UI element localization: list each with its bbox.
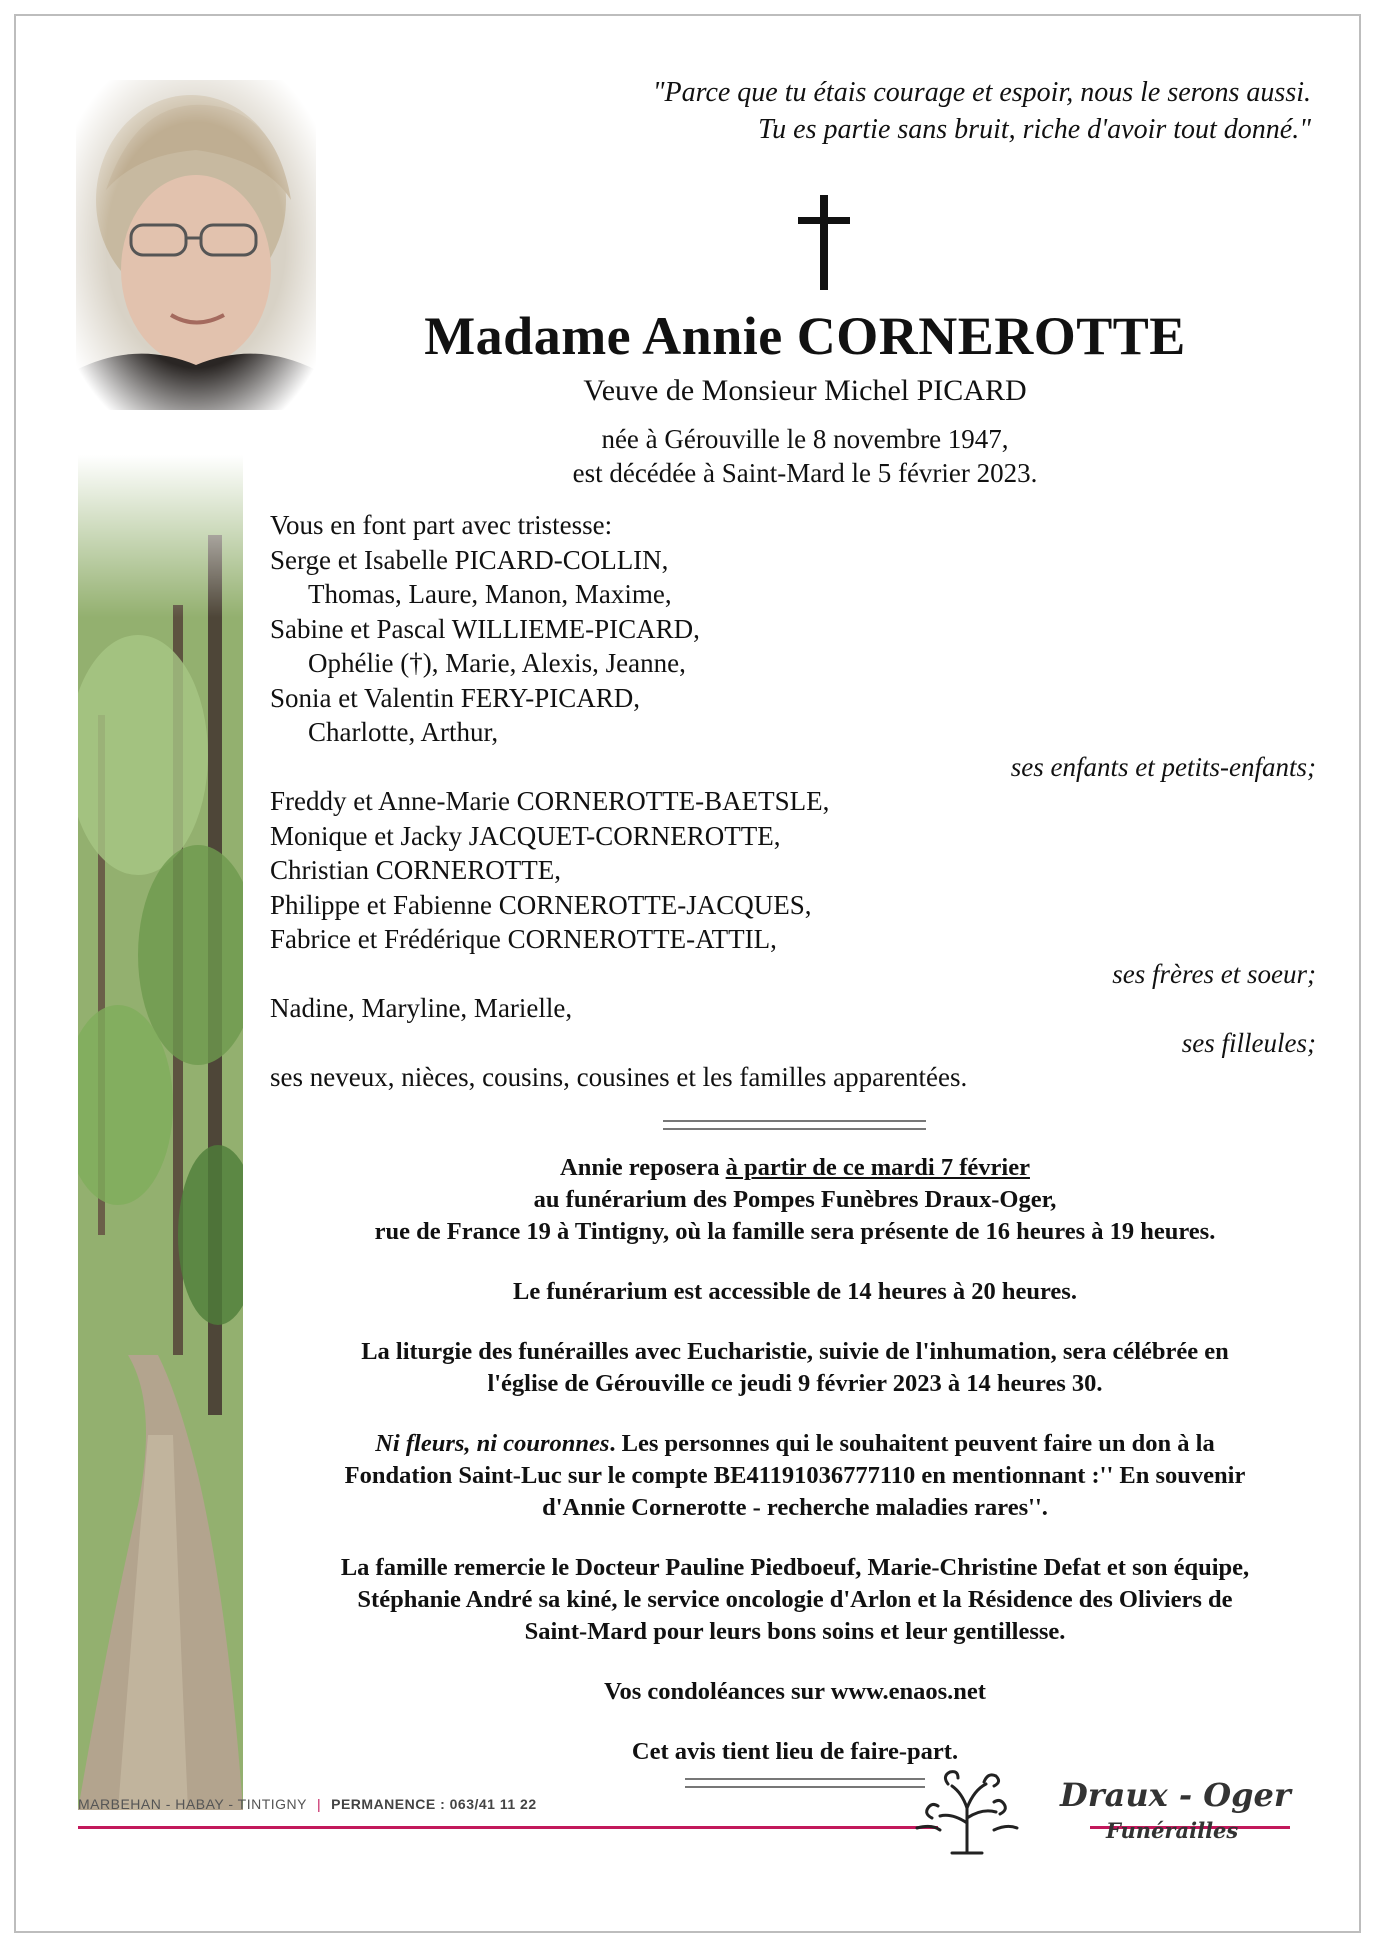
separator-bottom [685, 1778, 925, 1788]
footer-info [78, 1796, 537, 1812]
opening-quote [411, 74, 1311, 148]
company-logo-name: Draux - Oger [1060, 1776, 1291, 1814]
thanks-paragraph: La famille remercie le Docteur Pauline Piedboeuf, Marie-Christine Defat et son équipe, Stéphanie André sa kiné, le service oncologie d'Arlon et la Résidence des Oliviers de Saint-Mard pour leurs bons soins et leur gentillesse. [340, 1554, 1250, 1645]
list-item: Freddy et Anne-Marie CORNEROTTE-BAETSLE, [270, 786, 830, 816]
visitation-date: à partir de ce mardi 7 février [725, 1154, 1030, 1181]
footer-locations: MARBEHAN - HABAY - TINTIGNY [78, 1796, 307, 1812]
family-intro: Vous en font part avec tristesse: [270, 510, 613, 540]
funerarium-hours: Le funérarium est accessible de 14 heures à 20 heures. [513, 1278, 1077, 1305]
list-item: Christian CORNEROTTE, [270, 855, 561, 885]
forest-path-image [78, 455, 243, 1810]
footer-accent-line-left [78, 1826, 938, 1829]
birth-line: née à Gérouville le 8 novembre 1947, [601, 424, 1009, 454]
deceased-name: Madame Annie CORNEROTTE [424, 306, 1186, 366]
family-list [270, 508, 1316, 1095]
company-logo-subtitle: Funérailles [1106, 1818, 1239, 1843]
quote-line-1: "Parce que tu étais courage et espoir, nous le serons aussi. [652, 77, 1311, 108]
list-item: Ophélie (†), Marie, Alexis, Jeanne, [308, 648, 686, 678]
footer-separator: | [316, 1796, 322, 1812]
list-item: Fabrice et Frédérique CORNEROTTE-ATTIL, [270, 924, 777, 954]
relation-children: ses enfants et petits-enfants; [1010, 751, 1316, 782]
relation-siblings: ses frères et soeur; [1112, 958, 1316, 989]
widow-of-line: Veuve de Monsieur Michel PICARD [583, 374, 1027, 407]
list-item: Monique et Jacky JACQUET-CORNEROTTE, [270, 820, 781, 851]
footer-permanence: PERMANENCE : 063/41 11 22 [331, 1796, 537, 1812]
announcement [260, 1152, 1330, 1796]
list-item: Philippe et Fabienne CORNEROTTE-JACQUES, [270, 889, 812, 920]
separator-top [663, 1120, 926, 1130]
liturgy-paragraph: La liturgie des funérailles avec Eucharistie, suivie de l'inhumation, sera célébrée en l'église de Gérouville ce jeudi 9 février 2023 à 14 heures 30. [361, 1338, 1229, 1397]
tree-logo-icon [912, 1768, 1022, 1858]
quote-line-2: Tu es partie sans bruit, riche d'avoir tout donné." [758, 114, 1311, 145]
relation-godchildren: ses filleules; [1181, 1027, 1316, 1058]
list-item: Charlotte, Arthur, [308, 717, 499, 747]
closing-note: Cet avis tient lieu de faire-part. [631, 1738, 959, 1765]
list-item: Nadine, Maryline, Marielle, [270, 993, 573, 1023]
list-item: Serge et Isabelle PICARD-COLLIN, [270, 544, 669, 575]
list-item: Sonia et Valentin FERY-PICARD, [270, 682, 641, 713]
condolences-link[interactable]: Vos condoléances sur www.enaos.net [604, 1678, 986, 1705]
list-item: Thomas, Laure, Manon, Maxime, [308, 579, 672, 609]
portrait-photo [76, 80, 316, 410]
list-item: ses neveux, nièces, cousins, cousines et les familles apparentées. [270, 1062, 968, 1092]
list-item: Sabine et Pascal WILLIEME-PICARD, [270, 613, 700, 644]
donation-paragraph: Ni fleurs, ni couronnes. Les personnes qui le souhaitent peuvent faire un don à la Fondation Saint-Luc sur le compte BE41191036777110 en mentionnant :'' En souvenir d'Annie Cornerotte - recherche maladies rares''. [344, 1430, 1246, 1521]
cross-icon [795, 195, 855, 290]
visitation-paragraph: Annie reposera à partir de ce mardi 7 février au funérarium des Pompes Funèbres Draux-Oger, rue de France 19 à Tintigny, où la famille sera présente de 16 heures à 19 heures. [374, 1154, 1216, 1245]
death-line: est décédée à Saint-Mard le 5 février 2023. [572, 458, 1038, 488]
